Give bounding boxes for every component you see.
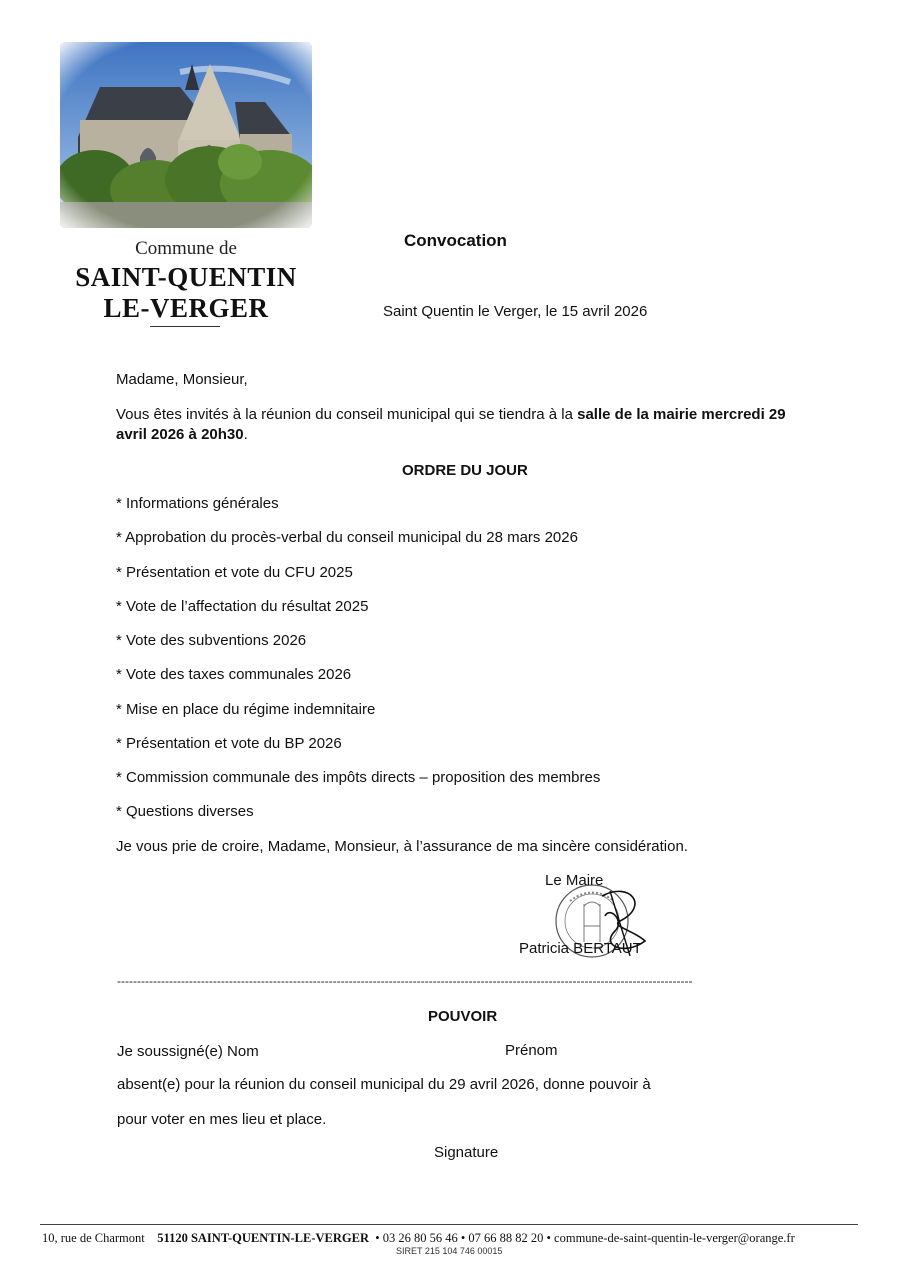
- footer-contact-line: [42, 1231, 795, 1246]
- logo-underline: [150, 326, 220, 327]
- footer-city: 51120 SAINT-QUENTIN-LE-VERGER: [157, 1231, 369, 1245]
- footer-phone-1: 03 26 80 56 46: [382, 1231, 458, 1245]
- footer-bullet: •: [375, 1231, 380, 1245]
- agenda-item: * Vote des subventions 2026: [116, 632, 307, 649]
- cut-separator: ------------------------------------------------------------------------------------------------------------------------------------------------: [117, 974, 693, 988]
- commune-name-line2: LE-VERGER: [103, 293, 269, 323]
- proxy-firstname-label: Prénom: [505, 1042, 558, 1059]
- invitation-end: .: [243, 426, 248, 443]
- footer-siret: SIRET 215 104 746 00015: [396, 1246, 503, 1256]
- agenda-item: * Mise en place du régime indemnitaire: [116, 701, 376, 718]
- proxy-signature-label: Signature: [434, 1144, 499, 1161]
- agenda-item: * Vote des taxes communales 2026: [116, 666, 352, 683]
- proxy-absence-text: absent(e) pour la réunion du conseil municipal du 29 avril 2026, donne pouvoir à: [117, 1076, 651, 1093]
- proxy-title: POUVOIR: [428, 1008, 498, 1025]
- place-date: Saint Quentin le Verger, le 15 avril 2026: [383, 303, 648, 320]
- proxy-name-label: Je soussigné(e) Nom: [117, 1043, 259, 1060]
- document-title: Convocation: [404, 231, 507, 250]
- agenda-item: * Informations générales: [116, 495, 279, 512]
- agenda-item: * Présentation et vote du BP 2026: [116, 735, 342, 752]
- agenda-item: * Questions diverses: [116, 803, 254, 820]
- footer-email[interactable]: commune-de-saint-quentin-le-verger@orange.fr: [554, 1231, 795, 1245]
- footer-bullet: •: [460, 1231, 466, 1245]
- proxy-vote-text: pour voter en mes lieu et place.: [117, 1111, 327, 1128]
- agenda-title: ORDRE DU JOUR: [402, 462, 528, 479]
- commune-prefix: Commune de: [135, 238, 237, 259]
- agenda-item: * Approbation du procès-verbal du conseil municipal du 28 mars 2026: [116, 529, 578, 546]
- agenda-item: * Présentation et vote du CFU 2025: [116, 564, 353, 581]
- commune-name-line1: SAINT-QUENTIN: [75, 262, 297, 292]
- invitation-location: salle de la mairie mercredi 29: [577, 406, 786, 423]
- invitation-paragraph: [116, 405, 806, 445]
- footer-divider: [40, 1224, 858, 1225]
- agenda-item: * Vote de l’affectation du résultat 2025: [116, 598, 369, 615]
- footer-address: 10, rue de Charmont: [42, 1231, 145, 1245]
- salutation: Madame, Monsieur,: [116, 371, 248, 388]
- signatory-title: Le Maire: [545, 872, 604, 889]
- signatory-name: Patricia BERTAUT: [519, 940, 642, 957]
- invitation-datetime: avril 2026 à 20h30: [116, 426, 244, 443]
- footer-phone-2: 07 66 88 82 20: [468, 1231, 544, 1245]
- agenda-item: * Commission communale des impôts directs – proposition des membres: [116, 769, 601, 786]
- invitation-plain: Vous êtes invités à la réunion du conseil municipal qui se tiendra à la: [116, 406, 578, 423]
- footer-bullet: •: [546, 1231, 551, 1245]
- closing-formula: Je vous prie de croire, Madame, Monsieur, à l’assurance de ma sincère considération.: [116, 838, 688, 855]
- church-photo: [60, 42, 312, 228]
